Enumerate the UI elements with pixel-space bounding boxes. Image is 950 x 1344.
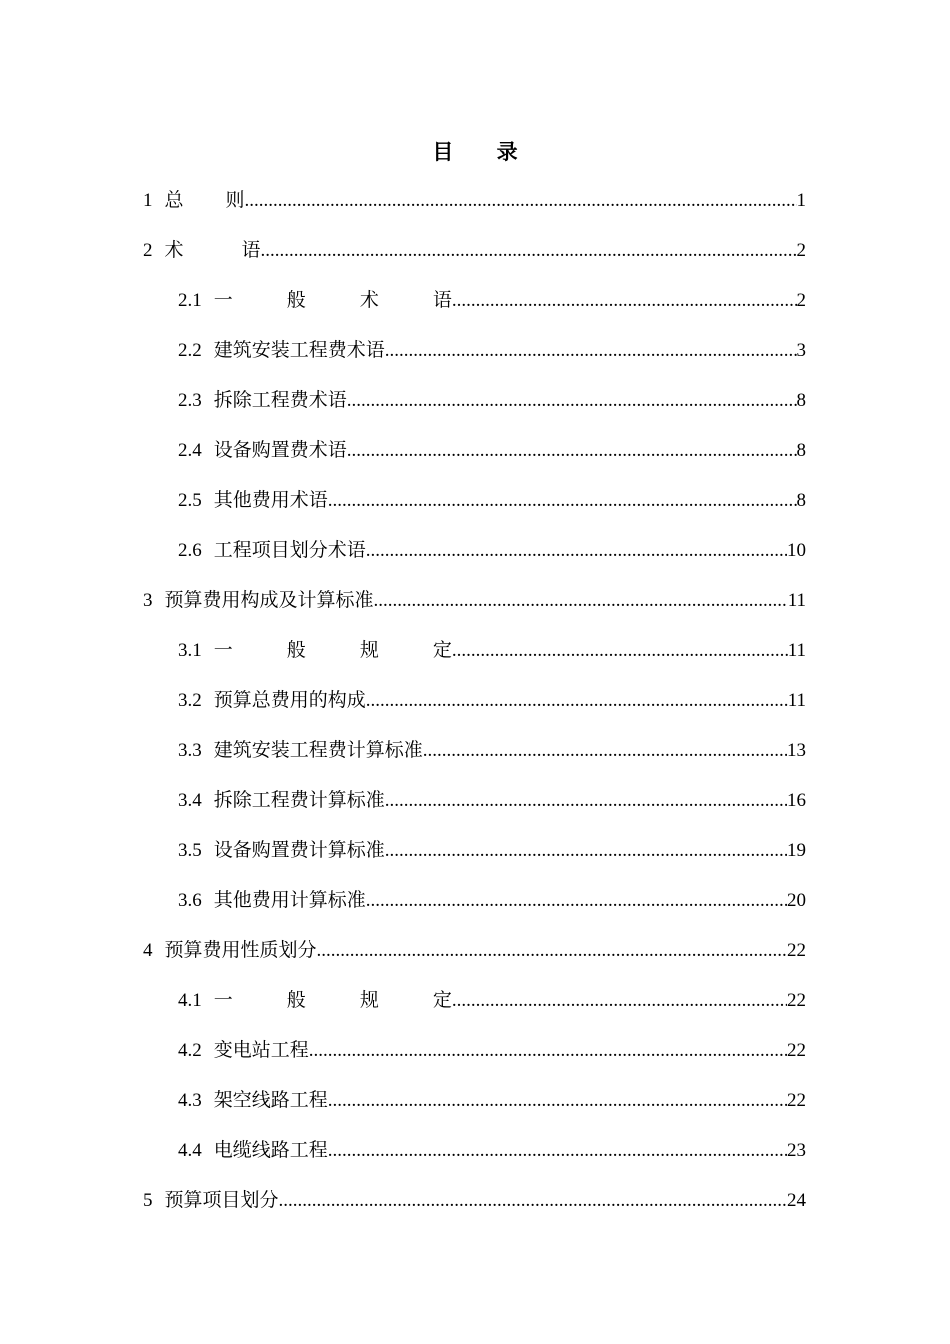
toc-entry[interactable] xyxy=(178,632,806,668)
entry-page: 23 xyxy=(787,1140,806,1161)
dot-leader xyxy=(261,233,797,268)
entry-page: 11 xyxy=(787,690,806,711)
toc-entry[interactable] xyxy=(178,282,806,318)
dot-leader xyxy=(347,383,797,418)
entry-number: 5 xyxy=(143,1190,153,1211)
entry-page: 13 xyxy=(787,740,806,761)
entry-number: 1 xyxy=(143,190,153,211)
toc-entry[interactable] xyxy=(178,1082,806,1118)
entry-label: 其他费用计算标准 xyxy=(213,889,366,911)
dot-leader xyxy=(452,283,797,318)
entry-label: 变电站工程 xyxy=(213,1039,309,1061)
entry-number: 4.1 xyxy=(178,990,202,1011)
entry-page: 22 xyxy=(787,990,806,1011)
toc-entry[interactable] xyxy=(178,432,806,468)
toc-entry[interactable] xyxy=(178,1032,806,1068)
entry-number: 3.2 xyxy=(178,690,202,711)
entry-page: 10 xyxy=(787,540,806,561)
dot-leader xyxy=(423,733,787,768)
toc-entry[interactable] xyxy=(178,732,806,768)
entry-page: 2 xyxy=(796,290,806,311)
dot-leader xyxy=(328,1133,787,1168)
entry-number: 3.3 xyxy=(178,740,202,761)
toc-title: 目 录 xyxy=(432,139,536,164)
entry-page: 16 xyxy=(787,790,806,811)
dot-leader xyxy=(374,583,788,618)
entry-number: 3.5 xyxy=(178,840,202,861)
entry-label: 建筑安装工程费术语 xyxy=(213,339,385,361)
entry-page: 11 xyxy=(787,590,806,611)
dot-leader xyxy=(317,933,787,968)
entry-number: 4.4 xyxy=(178,1140,202,1161)
dot-leader xyxy=(452,633,788,668)
entry-number: 2.1 xyxy=(178,290,202,311)
entry-label: 术 语 xyxy=(164,239,287,261)
toc-entry[interactable] xyxy=(178,882,806,918)
dot-leader xyxy=(245,183,797,218)
dot-leader xyxy=(385,333,797,368)
toc-entry[interactable] xyxy=(143,582,806,618)
entry-page: 1 xyxy=(796,190,806,211)
entry-label: 拆除工程费术语 xyxy=(213,389,347,411)
toc-entry[interactable] xyxy=(178,682,806,718)
toc-entry[interactable] xyxy=(178,532,806,568)
entry-number: 2.2 xyxy=(178,340,202,361)
dot-leader xyxy=(366,883,787,918)
dot-leader xyxy=(328,483,797,518)
dot-leader xyxy=(309,1033,787,1068)
toc-entry[interactable] xyxy=(143,1182,806,1218)
entry-label: 预算项目划分 xyxy=(164,1189,279,1211)
entry-number: 3.6 xyxy=(178,890,202,911)
entry-number: 3 xyxy=(143,590,153,611)
entry-number: 4 xyxy=(143,940,153,961)
entry-page: 8 xyxy=(796,490,806,511)
entry-number: 2.3 xyxy=(178,390,202,411)
entry-number: 3.1 xyxy=(178,640,202,661)
dot-leader xyxy=(366,683,788,718)
entry-page: 19 xyxy=(787,840,806,861)
dot-leader xyxy=(452,983,787,1018)
entry-label: 一 般 术 语 xyxy=(213,289,476,311)
entry-label: 电缆线路工程 xyxy=(213,1139,328,1161)
entry-label: 其他费用术语 xyxy=(213,489,328,511)
entry-page: 11 xyxy=(787,640,806,661)
entry-number: 2.5 xyxy=(178,490,202,511)
entry-label: 设备购置费计算标准 xyxy=(213,839,385,861)
toc-entry[interactable] xyxy=(178,782,806,818)
entry-number: 2.4 xyxy=(178,440,202,461)
toc-entry[interactable] xyxy=(143,182,806,218)
entry-page: 22 xyxy=(787,1090,806,1111)
toc-entry[interactable] xyxy=(178,1132,806,1168)
entry-number: 2.6 xyxy=(178,540,202,561)
entry-number: 4.2 xyxy=(178,1040,202,1061)
dot-leader xyxy=(385,783,787,818)
entry-label: 架空线路工程 xyxy=(213,1089,328,1111)
dot-leader xyxy=(347,433,797,468)
entry-page: 8 xyxy=(796,440,806,461)
entry-number: 4.3 xyxy=(178,1090,202,1111)
entry-page: 22 xyxy=(787,940,806,961)
toc-entry[interactable] xyxy=(178,982,806,1018)
entry-label: 设备购置费术语 xyxy=(213,439,347,461)
dot-leader xyxy=(279,1183,787,1218)
entry-page: 3 xyxy=(796,340,806,361)
entry-page: 20 xyxy=(787,890,806,911)
entry-page: 24 xyxy=(787,1190,806,1211)
toc-entry[interactable] xyxy=(143,232,806,268)
entry-page: 22 xyxy=(787,1040,806,1061)
entry-label: 工程项目划分术语 xyxy=(213,539,366,561)
entry-label: 预算费用性质划分 xyxy=(164,939,317,961)
entry-label: 预算总费用的构成 xyxy=(213,689,366,711)
dot-leader xyxy=(385,833,787,868)
toc-entry[interactable] xyxy=(143,932,806,968)
entry-page: 2 xyxy=(796,240,806,261)
entry-label: 建筑安装工程费计算标准 xyxy=(213,739,423,761)
entry-label: 拆除工程费计算标准 xyxy=(213,789,385,811)
toc-entry[interactable] xyxy=(178,382,806,418)
entry-label: 预算费用构成及计算标准 xyxy=(164,589,374,611)
dot-leader xyxy=(328,1083,787,1118)
entry-number: 2 xyxy=(143,240,153,261)
entry-label: 一 般 规 定 xyxy=(213,989,476,1011)
toc-entry[interactable] xyxy=(178,482,806,518)
entry-page: 8 xyxy=(796,390,806,411)
toc-entry[interactable] xyxy=(178,832,806,868)
toc-entry[interactable] xyxy=(178,332,806,368)
entry-label: 一 般 规 定 xyxy=(213,639,476,661)
entry-label: 总 则 xyxy=(164,189,263,211)
entry-number: 3.4 xyxy=(178,790,202,811)
dot-leader xyxy=(366,533,787,568)
